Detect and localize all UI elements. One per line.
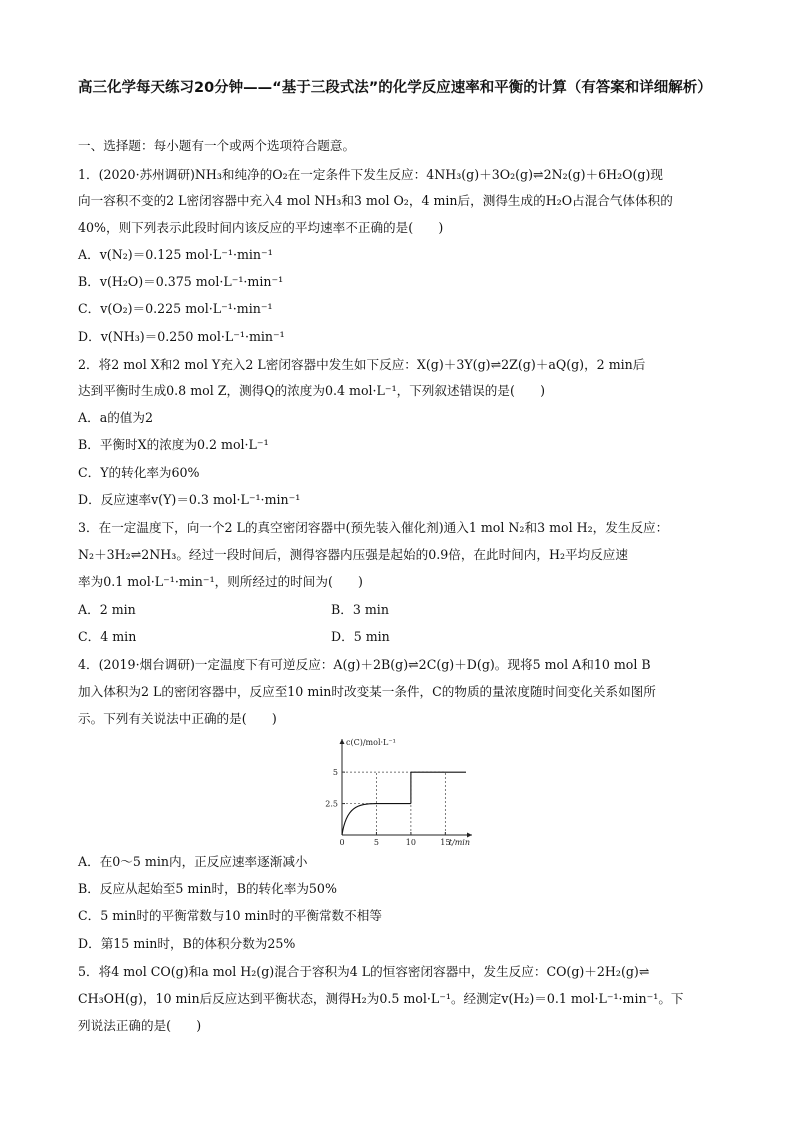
q1-option-c: C．v(O₂)＝0.225 mol·L⁻¹·min⁻¹ — [78, 301, 273, 316]
q1-line-1: 1．(2020·苏州调研)NH₃和纯净的O₂在一定条件下发生反应：4NH₃(g)＋3O₂(g)⇌2N₂(g)＋6H₂O(g)现 — [78, 167, 663, 182]
q2-line-2: 达到平衡时生成0.8 mol Z，测得Q的浓度为0.4 mol·L⁻¹，下列叙述错误的是( ) — [78, 383, 545, 398]
x-tick-label: 15 — [440, 838, 451, 847]
y-tick-label: 2.5 — [325, 799, 338, 809]
q1-line-2: 向一容积不变的2 L密闭容器中充入4 mol NH₃和3 mol O₂，4 min后，测得生成的H₂O占混合气体体积的 — [78, 193, 673, 208]
x-tick-label: 5 — [373, 838, 379, 847]
q3-option-c: C．4 min — [78, 629, 137, 644]
q5-line-3: 列说法正确的是( ) — [78, 1018, 202, 1033]
q2-option-c: C．Y的转化率为60% — [78, 465, 200, 480]
q4-option-a: A．在0～5 min内，正反应速率逐渐减小 — [78, 854, 308, 869]
q4-line-2: 加入体积为2 L的密闭容器中，反应至10 min时改变某一条件，C的物质的量浓度随时间变化关系如图所 — [78, 684, 656, 699]
y-axis-arrow — [340, 739, 345, 744]
y-tick-label: 5 — [332, 768, 338, 778]
x-tick-label: 10 — [405, 838, 416, 847]
section-heading: 一、选择题：每小题有一个或两个选项符合题意。 — [78, 138, 356, 153]
concentration-time-chart — [310, 735, 480, 847]
q1-option-b: B．v(H₂O)＝0.375 mol·L⁻¹·min⁻¹ — [78, 274, 284, 289]
q4-option-c: C．5 min时的平衡常数与10 min时的平衡常数不相等 — [78, 908, 382, 923]
q2-option-a: A．a的值为2 — [78, 410, 153, 425]
q3-line-1: 3．在一定温度下，向一个2 L的真空密闭容器中(预先装入催化剂)通入1 mol N₂和3 mol H₂，发生反应： — [78, 520, 669, 535]
x-axis-label: t/min — [448, 838, 470, 847]
x-axis-arrow — [467, 833, 472, 838]
q1-option-a: A．v(N₂)＝0.125 mol·L⁻¹·min⁻¹ — [78, 247, 273, 262]
q3-option-a: A．2 min — [78, 602, 136, 617]
q2-option-d: D．反应速率v(Y)＝0.3 mol·L⁻¹·min⁻¹ — [78, 492, 301, 507]
q3-option-b: B．3 min — [331, 602, 389, 617]
q3-line-3: 率为0.1 mol·L⁻¹·min⁻¹，则所经过的时间为( ) — [78, 574, 363, 589]
q5-line-1: 5．将4 mol CO(g)和a mol H₂(g)混合于容积为4 L的恒容密闭容器中，发生反应：CO(g)＋2H₂(g)⇌ — [78, 964, 650, 979]
q1-option-d: D．v(NH₃)＝0.250 mol·L⁻¹·min⁻¹ — [78, 329, 285, 344]
q1-line-3: 40%，则下列表示此段时间内该反应的平均速率不正确的是( ) — [78, 220, 444, 235]
q5-line-2: CH₃OH(g)，10 min后反应达到平衡状态，测得H₂为0.5 mol·L⁻¹。经测定v(H₂)＝0.1 mol·L⁻¹·min⁻¹。下 — [78, 991, 684, 1006]
y-axis-label: c(C)/mol·L⁻¹ — [346, 738, 396, 747]
q4-option-b: B．反应从起始至5 min时，B的转化率为50% — [78, 881, 337, 896]
q3-option-d: D．5 min — [331, 629, 390, 644]
q2-line-1: 2．将2 mol X和2 mol Y充入2 L密闭容器中发生如下反应：X(g)＋3Y(g)⇌2Z(g)＋aQ(g)，2 min后 — [78, 357, 646, 372]
q4-line-1: 4．(2019·烟台调研)一定温度下有可逆反应：A(g)＋2B(g)⇌2C(g)＋D(g)。现将5 mol A和10 mol B — [78, 657, 651, 672]
document-title: 高三化学每天练习20分钟——“基于三段式法”的化学反应速率和平衡的计算（有答案和详细解析） — [78, 80, 712, 96]
q3-line-2: N₂＋3H₂⇌2NH₃。经过一段时间后，测得容器内压强是起始的0.9倍，在此时间内，H₂平均反应速 — [78, 547, 628, 562]
q2-option-b: B．平衡时X的浓度为0.2 mol·L⁻¹ — [78, 437, 269, 452]
q4-option-d: D．第15 min时，B的体积分数为25% — [78, 936, 296, 951]
x-tick-label: 0 — [339, 838, 345, 847]
q4-line-3: 示。下列有关说法中正确的是( ) — [78, 711, 277, 726]
